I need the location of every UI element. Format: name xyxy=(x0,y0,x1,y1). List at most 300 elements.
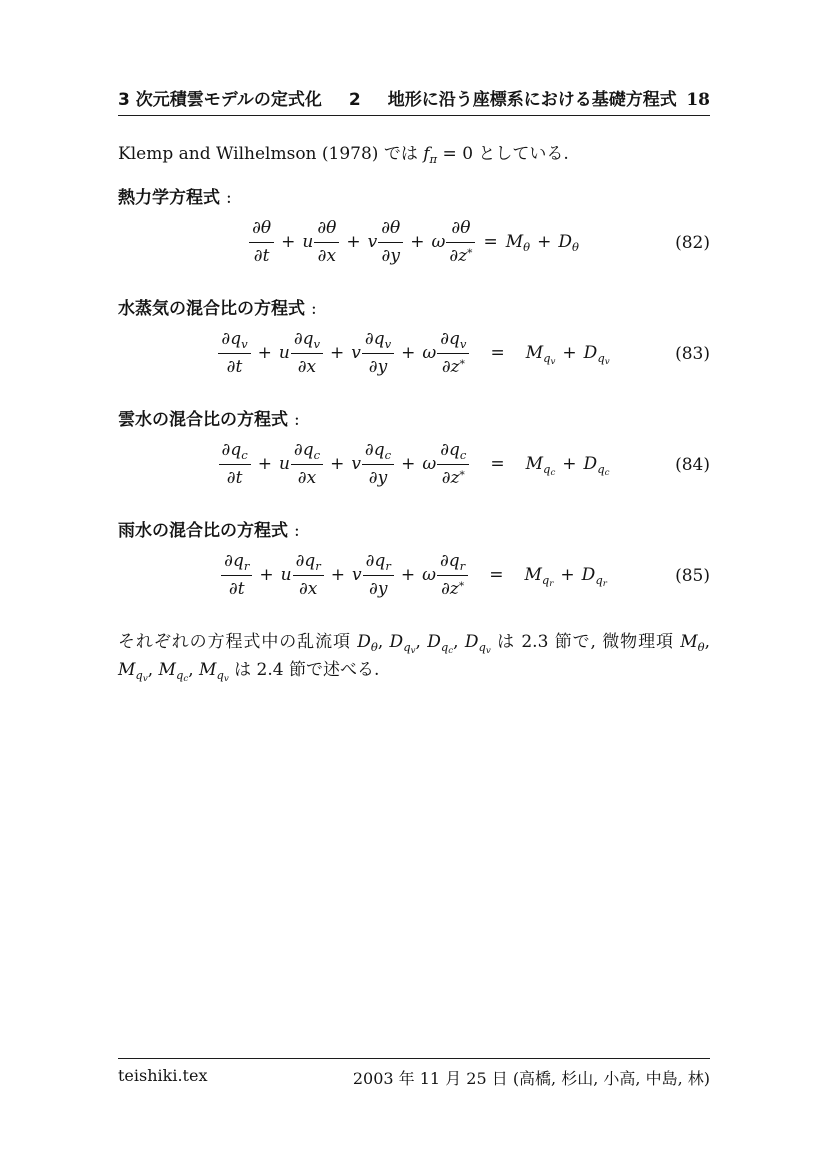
coefficient-variable: v xyxy=(367,232,378,252)
partial-symbol: ∂ xyxy=(317,218,327,238)
fraction-denominator xyxy=(293,575,324,600)
fraction-numerator xyxy=(437,551,468,575)
subscript-group xyxy=(595,572,607,590)
math-symbol: c xyxy=(604,468,610,479)
sub-subscript xyxy=(603,579,607,589)
partial-symbol: ∂ xyxy=(381,246,391,266)
fraction-numerator xyxy=(437,329,469,353)
equation-row xyxy=(118,218,710,267)
variable-base: D xyxy=(427,632,441,652)
header-page-number: 18 xyxy=(686,90,710,110)
math-variable xyxy=(303,440,320,460)
equation-heading-colon: : xyxy=(294,410,300,430)
math-variable xyxy=(118,660,148,685)
subscript-base: q xyxy=(597,350,605,365)
subscript-group xyxy=(314,337,321,351)
sub-subscript xyxy=(605,468,610,478)
math-symbol: v xyxy=(550,357,556,368)
subscript-base: v xyxy=(313,336,321,351)
equation-heading xyxy=(118,519,710,543)
math-fraction xyxy=(437,329,469,378)
subscript xyxy=(543,350,556,368)
subscript xyxy=(135,667,148,685)
partial-symbol: ∂ xyxy=(293,329,303,349)
subscript xyxy=(385,337,392,351)
subscript-group xyxy=(543,350,556,368)
footer-filename: teishiki.tex xyxy=(118,1066,208,1085)
denominator-variable: x xyxy=(306,357,317,377)
subscript-base: r xyxy=(385,558,391,573)
coefficient-variable: u xyxy=(278,454,290,474)
variable-base: q xyxy=(304,551,316,571)
subscript xyxy=(315,559,321,573)
math-fraction xyxy=(437,551,468,600)
math-symbol: r xyxy=(602,579,607,590)
superscript-star: * xyxy=(467,247,473,260)
variable-base: M xyxy=(118,660,136,680)
denominator-variable: x xyxy=(326,246,337,266)
equation xyxy=(249,218,579,267)
variable-base: D xyxy=(357,632,371,652)
denominator-variable: x xyxy=(307,579,318,599)
coefficient-variable: v xyxy=(352,565,362,585)
subscript xyxy=(430,152,438,166)
subscript-base: q xyxy=(543,461,551,476)
header-section-title: 地形に沿う座標系における基礎方程式 xyxy=(387,90,677,110)
subscript-group xyxy=(175,667,189,685)
math-fraction xyxy=(249,218,274,267)
subscript-base: r xyxy=(315,558,321,573)
variable-base: q xyxy=(449,440,460,460)
math-variable xyxy=(449,329,466,349)
variable-base: q xyxy=(230,329,242,349)
coefficient-variable: u xyxy=(302,232,314,252)
subscript-base: π xyxy=(429,151,438,166)
math-fraction xyxy=(362,440,394,489)
subscript-group xyxy=(698,640,705,654)
subscript xyxy=(314,448,320,462)
math-fraction xyxy=(362,329,394,378)
partial-symbol: ∂ xyxy=(441,468,451,488)
variable-base: M xyxy=(524,565,542,585)
math-fraction xyxy=(378,218,403,267)
subscript-base: θ xyxy=(697,639,705,654)
fraction-numerator xyxy=(249,218,274,242)
subscript-group xyxy=(385,448,391,462)
math-fraction xyxy=(446,218,475,267)
subscript xyxy=(597,461,610,479)
equation-row xyxy=(118,329,710,378)
sub-subscript xyxy=(551,357,556,367)
denominator-variable: y xyxy=(377,357,388,377)
math-variable xyxy=(374,551,390,571)
math-symbol: v xyxy=(223,674,229,685)
variable-base: M xyxy=(525,343,544,363)
partial-symbol: ∂ xyxy=(221,329,231,349)
subscript-group xyxy=(135,667,148,685)
math-variable xyxy=(374,329,391,349)
variable-base: q xyxy=(374,551,386,571)
fraction-denominator xyxy=(221,575,252,600)
partial-symbol: ∂ xyxy=(364,440,374,460)
denominator-variable: z xyxy=(450,357,460,377)
subscript-group xyxy=(478,639,491,657)
plus-operator: + xyxy=(330,565,346,585)
subscript-group xyxy=(597,350,610,368)
subscript xyxy=(440,639,454,657)
equation-row xyxy=(118,440,710,489)
math-variable xyxy=(357,632,378,652)
subscript-group xyxy=(244,559,250,573)
math-variable xyxy=(199,660,229,685)
subscript-base: c xyxy=(241,447,248,462)
math-variable xyxy=(680,632,704,652)
math-fraction xyxy=(293,551,324,600)
math-variable xyxy=(230,440,247,460)
intro-paragraph: Klemp and Wilhelmson (1978) では $f_\pi = 0$ としている. xyxy=(118,144,569,166)
equation-heading-text: 雲水の混合比の方程式 xyxy=(118,410,288,430)
plus-operator: + xyxy=(400,565,416,585)
math-variable xyxy=(581,565,607,590)
fraction-denominator xyxy=(437,575,468,600)
subscript-group xyxy=(314,448,320,462)
partial-symbol: ∂ xyxy=(317,246,327,266)
denominator-variable: z xyxy=(449,579,459,599)
partial-symbol: ∂ xyxy=(297,357,307,377)
sub-subscript xyxy=(143,674,148,684)
subscript xyxy=(403,639,416,657)
math-variable xyxy=(427,632,454,657)
coefficient-variable: ω xyxy=(422,454,437,474)
equation-number: (83) xyxy=(675,343,710,364)
math-fraction xyxy=(363,551,394,600)
superscript-star: * xyxy=(459,469,465,482)
variable-base: q xyxy=(373,440,385,460)
fraction-numerator xyxy=(293,551,324,575)
math-fraction xyxy=(291,329,323,378)
variable-base: M xyxy=(680,632,698,652)
coefficient-variable: u xyxy=(280,565,292,585)
partial-symbol: ∂ xyxy=(440,329,450,349)
equation-heading-text: 熱力学方程式 xyxy=(118,188,220,208)
denominator-variable: y xyxy=(377,579,388,599)
equals-sign: = xyxy=(490,454,505,474)
math-symbol: v xyxy=(142,674,148,685)
variable-base: D xyxy=(389,632,404,652)
math-variable xyxy=(423,144,437,164)
math-symbol: c xyxy=(550,468,556,479)
variable-base: D xyxy=(583,343,598,363)
subscript-group xyxy=(572,240,579,254)
fraction-denominator xyxy=(437,464,469,489)
fraction-denominator xyxy=(218,353,250,378)
subscript-group xyxy=(385,337,392,351)
variable-base: θ xyxy=(260,218,272,238)
page-header xyxy=(118,85,710,116)
plus-operator: + xyxy=(330,343,345,363)
subscript-group xyxy=(403,639,416,657)
equation-heading xyxy=(118,408,710,432)
equation-section xyxy=(118,519,710,600)
math-variable xyxy=(233,551,249,571)
equals-sign: = xyxy=(483,232,498,252)
math-variable xyxy=(525,454,556,479)
math-variable xyxy=(304,551,320,571)
subscript-base: q xyxy=(175,667,184,682)
equation-heading-text: 雨水の混合比の方程式 xyxy=(118,521,288,541)
variable-base: q xyxy=(449,329,460,349)
equals-sign: = xyxy=(490,343,505,363)
math-variable xyxy=(389,632,416,657)
subscript-base: r xyxy=(243,558,250,573)
subscript-group xyxy=(216,667,229,685)
equation-heading-colon: : xyxy=(311,299,317,319)
math-symbol: c xyxy=(448,646,454,657)
subscript xyxy=(314,337,321,351)
subscript xyxy=(543,461,556,479)
variable-base: D xyxy=(558,232,572,252)
equation-heading-text: 水蒸気の混合比の方程式 xyxy=(118,299,305,319)
subscript-group xyxy=(460,448,466,462)
equation-number: (84) xyxy=(675,454,710,475)
variable-base: q xyxy=(448,551,460,571)
fraction-denominator xyxy=(291,464,323,489)
plus-operator: + xyxy=(410,232,425,252)
partial-symbol: ∂ xyxy=(298,579,308,599)
denominator-variable: z xyxy=(450,468,460,488)
math-variable xyxy=(464,632,491,657)
math-variable xyxy=(558,232,579,252)
subscript-base: q xyxy=(216,667,224,682)
fraction-denominator xyxy=(362,464,394,489)
subscript xyxy=(541,572,554,590)
math-fraction xyxy=(221,551,252,600)
denominator-variable: t xyxy=(235,468,243,488)
variable-base: θ xyxy=(326,218,337,238)
fraction-denominator xyxy=(219,464,251,489)
sub-subscript xyxy=(183,674,188,684)
subscript-base: q xyxy=(135,667,143,682)
partial-symbol: ∂ xyxy=(440,440,449,460)
math-symbol: c xyxy=(183,674,189,685)
partial-symbol: ∂ xyxy=(224,551,233,571)
sub-subscript xyxy=(486,646,491,656)
plus-operator: + xyxy=(401,454,416,474)
math-variable xyxy=(390,218,400,238)
variable-base: q xyxy=(302,329,314,349)
math-variable xyxy=(525,343,556,368)
denominator-variable: t xyxy=(237,579,245,599)
header-chapter-title: 3 次元積雲モデルの定式化 xyxy=(118,90,322,110)
plus-operator: + xyxy=(562,343,577,363)
subscript-base: q xyxy=(543,350,551,365)
fraction-numerator xyxy=(221,551,252,575)
math-fraction xyxy=(218,329,250,378)
partial-symbol: ∂ xyxy=(449,246,459,266)
partial-symbol: ∂ xyxy=(451,218,461,238)
plus-operator: + xyxy=(257,454,272,474)
variable-base: M xyxy=(525,454,544,474)
denominator-variable: t xyxy=(262,246,270,266)
subscript xyxy=(460,559,466,573)
variable-base: f xyxy=(423,144,430,164)
subscript-group xyxy=(541,572,554,590)
variable-base: M xyxy=(505,232,524,252)
subscript xyxy=(385,559,391,573)
subscript-group xyxy=(460,337,467,351)
subscript xyxy=(597,350,610,368)
denominator-variable: y xyxy=(390,246,400,266)
partial-symbol: ∂ xyxy=(226,357,236,377)
footer-date-authors: 2003 年 11 月 25 日 (高橋, 杉山, 小高, 中島, 林) xyxy=(352,1069,710,1088)
plus-operator: + xyxy=(281,232,296,252)
fraction-denominator xyxy=(314,242,339,267)
subscript xyxy=(572,240,579,254)
partial-symbol: ∂ xyxy=(441,579,450,599)
fraction-numerator xyxy=(291,329,323,353)
math-variable xyxy=(326,218,336,238)
subscript-base: θ xyxy=(523,239,531,254)
math-variable xyxy=(583,343,610,368)
math-variable xyxy=(374,440,391,460)
sub-subscript xyxy=(411,646,416,656)
subscript-group xyxy=(315,559,321,573)
subscript xyxy=(385,448,391,462)
equation-section xyxy=(118,297,710,378)
subscript-group xyxy=(523,240,530,254)
subscript xyxy=(595,572,607,590)
variable-base: M xyxy=(158,660,176,680)
subscript-group xyxy=(241,448,247,462)
fraction-numerator xyxy=(362,329,394,353)
subscript xyxy=(460,337,467,351)
partial-symbol: ∂ xyxy=(381,218,391,238)
equation xyxy=(221,551,607,600)
sub-subscript xyxy=(448,646,453,656)
math-variable xyxy=(449,551,465,571)
header-section-number: 2 xyxy=(348,90,361,110)
equation-number: (85) xyxy=(675,565,710,586)
variable-base: q xyxy=(302,440,314,460)
partial-symbol: ∂ xyxy=(441,357,451,377)
plus-operator: + xyxy=(537,232,552,252)
math-variable xyxy=(261,218,271,238)
equation-heading-colon: : xyxy=(294,521,300,541)
fraction-numerator xyxy=(291,440,323,464)
fraction-denominator xyxy=(446,242,475,267)
plus-operator: + xyxy=(346,232,361,252)
variable-base: D xyxy=(581,565,596,585)
subscript-base: v xyxy=(459,336,467,351)
plus-operator: + xyxy=(259,565,274,585)
subscript xyxy=(244,559,250,573)
math-fraction xyxy=(291,440,323,489)
variable-base: D xyxy=(583,454,598,474)
subscript-base: θ xyxy=(370,639,378,654)
subscript-group xyxy=(385,559,391,573)
math-variable xyxy=(303,329,320,349)
subscript-base: q xyxy=(478,639,486,654)
variable-base: q xyxy=(230,440,242,460)
subscript-base: c xyxy=(313,447,321,462)
variable-base: M xyxy=(199,660,217,680)
equation-sections xyxy=(118,186,710,600)
subscript xyxy=(460,448,466,462)
subscript-group xyxy=(371,640,378,654)
plus-operator: + xyxy=(330,454,345,474)
subscript-base: c xyxy=(459,447,467,462)
variable-base: q xyxy=(373,329,385,349)
math-variable xyxy=(230,329,247,349)
subscript-base: c xyxy=(384,447,392,462)
superscript-star: * xyxy=(459,358,465,371)
subscript xyxy=(698,640,705,654)
math-fraction xyxy=(314,218,339,267)
fraction-denominator xyxy=(363,575,394,600)
partial-symbol: ∂ xyxy=(368,357,378,377)
subscript-base: q xyxy=(541,572,550,587)
subscript-base: r xyxy=(459,558,466,573)
variable-base: D xyxy=(464,632,479,652)
subscript xyxy=(523,240,530,254)
fraction-numerator xyxy=(378,218,403,242)
coefficient-variable: v xyxy=(351,454,361,474)
denominator-variable: y xyxy=(377,468,388,488)
partial-symbol: ∂ xyxy=(365,551,375,571)
equation-heading-colon: : xyxy=(226,188,232,208)
math-fraction xyxy=(219,440,251,489)
page-body xyxy=(118,143,710,684)
subscript xyxy=(175,667,189,685)
coefficient-variable: ω xyxy=(422,343,437,363)
partial-symbol: ∂ xyxy=(226,468,236,488)
subscript-base: v xyxy=(241,336,248,351)
denominator-variable: z xyxy=(458,246,468,266)
math-variable xyxy=(158,660,189,685)
variable-base: q xyxy=(232,551,244,571)
subscript xyxy=(241,337,248,351)
sub-subscript xyxy=(550,468,555,478)
math-symbol: v xyxy=(604,357,610,368)
fraction-denominator xyxy=(378,242,403,267)
subscript-group xyxy=(440,639,454,657)
subscript-group xyxy=(543,461,556,479)
fraction-denominator xyxy=(291,353,323,378)
partial-symbol: ∂ xyxy=(439,551,449,571)
math-symbol: r xyxy=(549,579,554,590)
partial-symbol: ∂ xyxy=(295,551,305,571)
math-variable xyxy=(583,454,610,479)
fraction-numerator xyxy=(362,440,394,464)
partial-symbol: ∂ xyxy=(364,329,374,349)
subscript xyxy=(478,639,491,657)
coefficient-variable: ω xyxy=(431,232,446,252)
coefficient-variable: v xyxy=(351,343,361,363)
subscript-base: q xyxy=(597,461,605,476)
subscript-group xyxy=(430,152,438,166)
variable-base: θ xyxy=(390,218,401,238)
fraction-numerator xyxy=(446,218,475,242)
equation-section xyxy=(118,408,710,489)
denominator-variable: t xyxy=(235,357,243,377)
subscript-base: q xyxy=(440,639,449,654)
partial-symbol: ∂ xyxy=(293,440,303,460)
fraction-numerator xyxy=(437,440,469,464)
plus-operator: + xyxy=(560,565,575,585)
sub-subscript xyxy=(605,357,610,367)
sub-subscript xyxy=(224,674,229,684)
equation-heading xyxy=(118,297,710,321)
